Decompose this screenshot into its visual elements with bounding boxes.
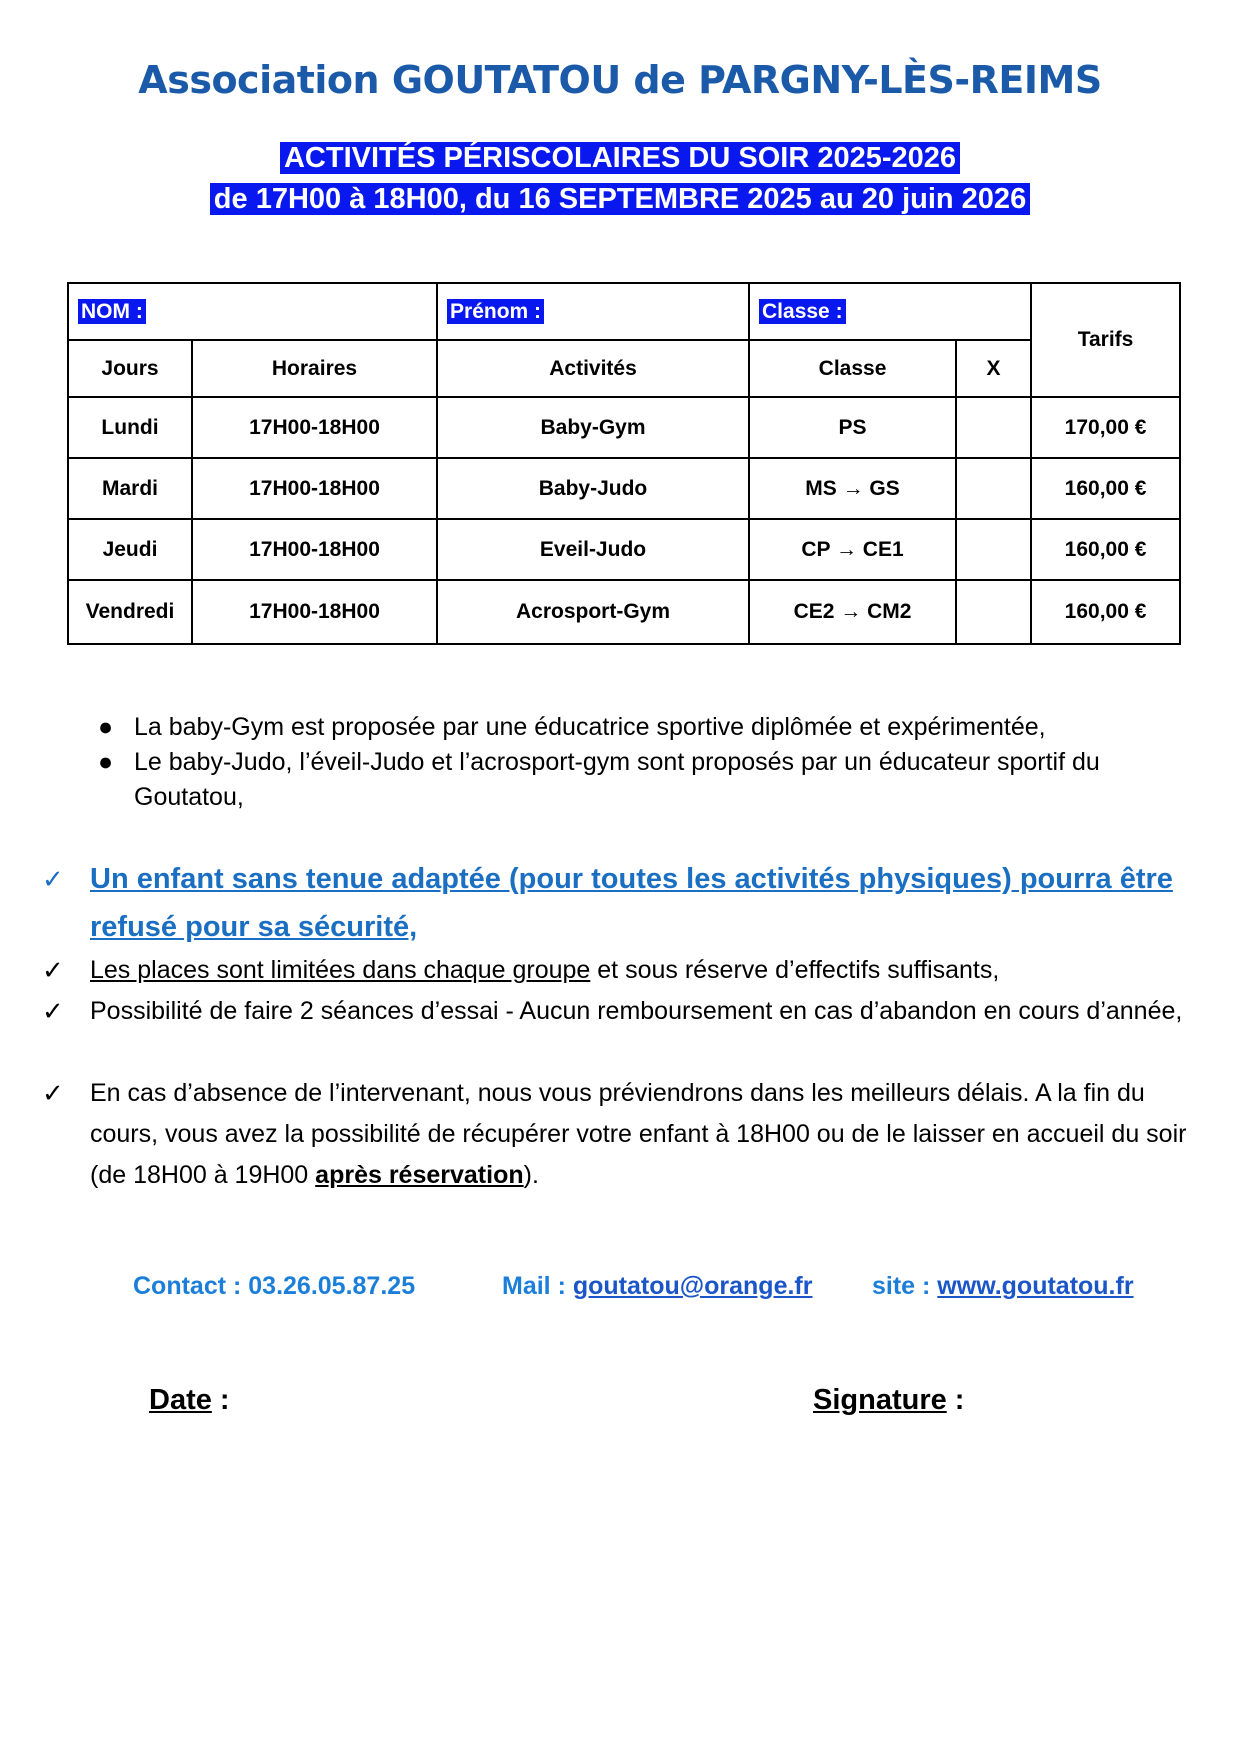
col-header-classe: Classe bbox=[749, 340, 956, 397]
cell-activite: Acrosport-Gym bbox=[437, 580, 749, 644]
cell-tarif: 160,00 € bbox=[1031, 458, 1180, 519]
col-header-horaires: Horaires bbox=[192, 340, 437, 397]
date-label: Date bbox=[149, 1384, 212, 1416]
bullet-icon: ● bbox=[98, 713, 114, 741]
cell-x-checkbox[interactable] bbox=[956, 458, 1031, 519]
cell-activite: Baby-Gym bbox=[437, 397, 749, 458]
subtitle-line-1-text: ACTIVITÉS PÉRISCOLAIRES DU SOIR 2025-2026 bbox=[280, 142, 960, 174]
cell-tarif: 160,00 € bbox=[1031, 519, 1180, 580]
check-text bbox=[90, 1073, 1202, 1196]
table-row bbox=[68, 397, 1180, 458]
classe-field[interactable] bbox=[749, 283, 1031, 340]
signature-label: Signature bbox=[813, 1384, 947, 1416]
col-header-activites: Activités bbox=[437, 340, 749, 397]
bullet-text: Le baby-Judo, l’éveil-Judo et l’acrosport-gym sont proposés par un éducateur sportif du Goutatou, bbox=[134, 748, 1100, 811]
col-header-x: X bbox=[956, 340, 1031, 397]
cell-x-checkbox[interactable] bbox=[956, 397, 1031, 458]
mail-label: Mail : bbox=[502, 1272, 573, 1300]
contact-site bbox=[872, 1272, 1134, 1301]
table-row bbox=[68, 519, 1180, 580]
check-text-rest: et sous réserve d’effectifs suffisants, bbox=[590, 956, 1000, 984]
check-text: Un enfant sans tenue adaptée (pour toutes les activités physiques) pourra être refusé pour sa sécurité, bbox=[90, 863, 1173, 943]
check-item-tenue bbox=[42, 855, 1202, 951]
contact-mail bbox=[502, 1272, 812, 1301]
checkmark-icon: ✓ bbox=[42, 996, 64, 1026]
nom-label: NOM : bbox=[78, 299, 146, 324]
cell-horaire: 17H00-18H00 bbox=[192, 580, 437, 644]
check-item-absence bbox=[42, 1073, 1202, 1196]
checkmark-icon: ✓ bbox=[42, 955, 64, 985]
cell-activite: Eveil-Judo bbox=[437, 519, 749, 580]
subtitle-line-1 bbox=[0, 138, 1240, 178]
signature-field[interactable] bbox=[813, 1384, 964, 1417]
info-bullets bbox=[98, 710, 1188, 815]
cell-jour: Vendredi bbox=[68, 580, 192, 644]
mail-link[interactable]: goutatou@orange.fr bbox=[572, 1272, 813, 1300]
cell-jour: Mardi bbox=[68, 458, 192, 519]
cell-classe: MS → GS bbox=[749, 458, 956, 519]
subtitle-line-2 bbox=[0, 179, 1240, 219]
check-text bbox=[90, 950, 1202, 991]
prenom-label: Prénom : bbox=[447, 299, 544, 324]
table-row bbox=[68, 458, 1180, 519]
col-header-jours: Jours bbox=[68, 340, 192, 397]
check-text: Possibilité de faire 2 séances d’essai - Aucun remboursement en cas d’abandon en cours d’année, bbox=[90, 997, 1183, 1025]
cell-horaire: 17H00-18H00 bbox=[192, 519, 437, 580]
contact-phone: Contact : 03.26.05.87.25 bbox=[133, 1272, 416, 1300]
bullet-icon: ● bbox=[98, 748, 114, 776]
list-item bbox=[98, 710, 1188, 745]
cell-horaire: 17H00-18H00 bbox=[192, 397, 437, 458]
cell-x-checkbox[interactable] bbox=[956, 580, 1031, 644]
site-label: site : bbox=[872, 1272, 938, 1300]
cell-horaire: 17H00-18H00 bbox=[192, 458, 437, 519]
list-item bbox=[98, 745, 1188, 815]
prenom-field[interactable] bbox=[437, 283, 749, 340]
cell-x-checkbox[interactable] bbox=[956, 519, 1031, 580]
date-field[interactable] bbox=[149, 1384, 230, 1417]
bullet-text: La baby-Gym est proposée par une éducatrice sportive diplômée et expérimentée, bbox=[134, 713, 1046, 741]
nom-field[interactable] bbox=[68, 283, 437, 340]
checkmark-icon: ✓ bbox=[42, 864, 64, 894]
cell-classe: CE2 → CM2 bbox=[749, 580, 956, 644]
cell-tarif: 160,00 € bbox=[1031, 580, 1180, 644]
page-title: Association GOUTATOU de PARGNY-LÈS-REIMS bbox=[138, 58, 1102, 102]
cell-jour: Lundi bbox=[68, 397, 192, 458]
cell-jour: Jeudi bbox=[68, 519, 192, 580]
cell-classe: PS bbox=[749, 397, 956, 458]
classe-label: Classe : bbox=[759, 299, 846, 324]
cell-activite: Baby-Judo bbox=[437, 458, 749, 519]
tarifs-header: Tarifs bbox=[1031, 283, 1180, 397]
table-row bbox=[68, 580, 1180, 644]
subtitle-line-2-text: de 17H00 à 18H00, du 16 SEPTEMBRE 2025 au 20 juin 2026 bbox=[210, 183, 1030, 215]
signature-colon: : bbox=[946, 1384, 965, 1416]
activities-table bbox=[67, 282, 1181, 645]
cell-classe: CP → CE1 bbox=[749, 519, 956, 580]
check-item-essai bbox=[42, 991, 1202, 1032]
date-colon: : bbox=[211, 1384, 230, 1416]
check-text-start: En cas d’absence de l’intervenant, nous vous préviendrons dans les meilleurs délais. A la fin du cours, vous avez la possibilité de récupérer votre enfant à 18H00 ou de le laisser en accueil du soir (de 18H00 à 19H00 bbox=[90, 1079, 1187, 1189]
check-text-end: ). bbox=[523, 1161, 539, 1189]
cell-tarif: 170,00 € bbox=[1031, 397, 1180, 458]
check-text-underlined: Les places sont limitées dans chaque groupe bbox=[90, 956, 591, 984]
site-link[interactable]: www.goutatou.fr bbox=[937, 1272, 1134, 1300]
check-item-places bbox=[42, 950, 1202, 991]
check-text-bold: après réservation bbox=[315, 1161, 524, 1189]
checkmark-icon: ✓ bbox=[42, 1078, 64, 1108]
